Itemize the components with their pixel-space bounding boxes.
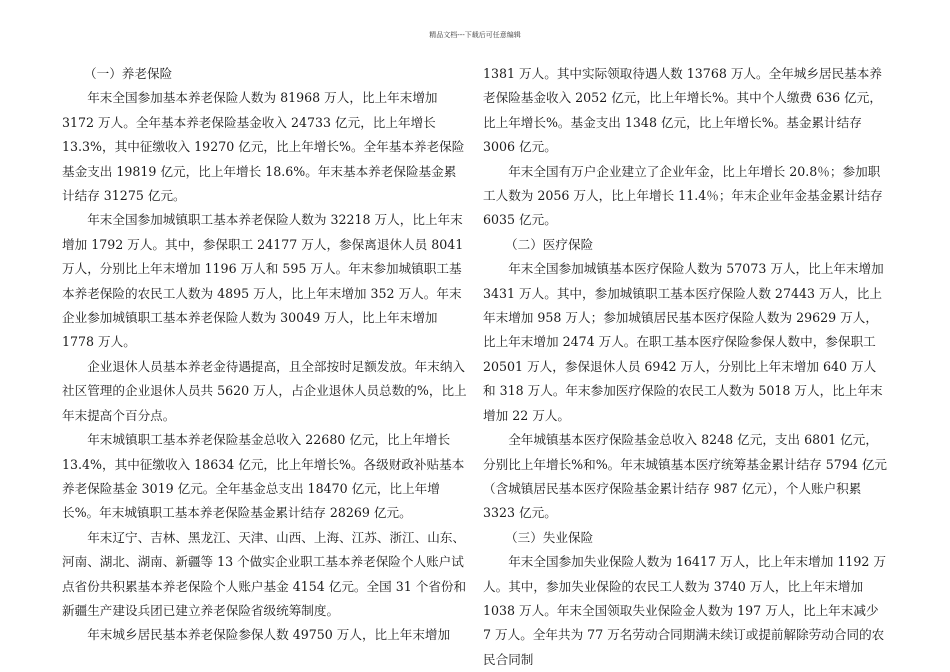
section-heading-unemployment: （三）失业保险 <box>505 529 594 545</box>
paragraph: 年末全国有万户企业建立了企业年金，比上年增长 20.8％；参加职工人数为 2056 万人，比上年增长 11.4％；年末企业年金基金累计结存 6035 亿元。 <box>483 163 883 228</box>
paragraph: 年末全国参加城镇基本医疗保险人数为 57073 万人，比上年末增加 3431 万人。其中，参加城镇职工基本医疗保险人数 27443 万人，比上年末增加 958 万人；参加城镇居民基本医疗保险人数为 29629 万人，比上年末增加 2474 万人。在职工基本医疗保险参保人数中，参保职工 20501 万人，参保退休人员 6942 万人，分别比上年末增加 640 万人和 318 万人。年末参加医疗保险的农民工人数为 5018 万人，比上年末增加 22 万人。 <box>483 261 884 423</box>
paragraph: 年末全国参加城镇职工基本养老保险人数为 32218 万人，比上年末增加 1792 万人。其中，参保职工 24177 万人，参保离退休人员 8041 万人，分别比上年末增加 1196 万人和 595 万人。年末参加城镇职工基本养老保险的农民工人数为 4895 万人，比上年末增加 352 万人。年末企业参加城镇职工基本养老保险人数为 30049 万人，比上年末增加 1778 万人。 <box>62 212 464 350</box>
paragraph: 年末全国参加失业保险人数为 16417 万人，比上年末增加 1192 万人。其中，参加失业保险的农民工人数为 3740 万人，比上年末增加 1038 万人。年末全国领取失业保险金人数为 197 万人，比上年末减少 7 万人。全年共为 77 万名劳动合同期满未续订或提前解除劳动合同的农民合同制 <box>483 554 886 667</box>
paragraph-continued: 1381 万人。其中实际领取待遇人数 13768 万人。全年城乡居民基本养老保险基金收入 2052 亿元，比上年增长%。其中个人缴费 636 亿元，比上年增长%。基金支出 1348 亿元，比上年增长%。基金累计结存 3006 亿元。 <box>483 66 882 155</box>
section-heading-pension: （一）养老保险 <box>84 66 173 81</box>
section-heading-medical: （二）医疗保险 <box>505 236 594 252</box>
right-column <box>483 62 888 672</box>
paragraph: 年末城乡居民基本养老保险参保人数 49750 万人，比上年末增加 <box>87 627 451 643</box>
page-header: 精品文档---下载后可任意编辑 <box>429 31 521 39</box>
paragraph: 年末全国参加基本养老保险人数为 81968 万人，比上年末增加 3172 万人。全年基本养老保险基金收入 24733 亿元，比上年增长 13.3%，其中征缴收入 19270 亿元，比上年增长%。全年基本养老保险基金支出 19819 亿元，比上年增长 18.6%。年末基本养老保险基金累计结存 31275 亿元。 <box>62 90 465 204</box>
paragraph: 企业退休人员基本养老金待遇提高，且全部按时足额发放。年末纳入社区管理的企业退休人员共 5620 万人，占企业退休人员总数的%，比上年末提高个百分点。 <box>62 358 467 423</box>
paragraph: 全年城镇基本医疗保险基金总收入 8248 亿元，支出 6801 亿元，分别比上年增长%和%。年末城镇基本医疗统筹基金累计结存 5794 亿元（含城镇居民基本医疗保险基金累计结存 987 亿元），个人账户积累 3323 亿元。 <box>483 432 888 521</box>
left-column <box>62 62 467 648</box>
paragraph: 年末辽宁、吉林、黑龙江、天津、山西、上海、江苏、浙江、山东、河南、湖北、湖南、新疆等 13 个做实企业职工基本养老保险个人账户试点省份共积累基本养老保险个人账户基金 4154 亿元。全国 31 个省份和新疆生产建设兵团已建立养老保险省级统筹制度。 <box>62 529 467 618</box>
paragraph: 年末城镇职工基本养老保险基金总收入 22680 亿元，比上年增长 13.4%，其中征缴收入 18634 亿元，比上年增长%。各级财政补贴基本养老保险基金 3019 亿元。全年基金总支出 18470 亿元，比上年增长%。年末城镇职工基本养老保险基金累计结存 28269 亿元。 <box>62 432 465 521</box>
